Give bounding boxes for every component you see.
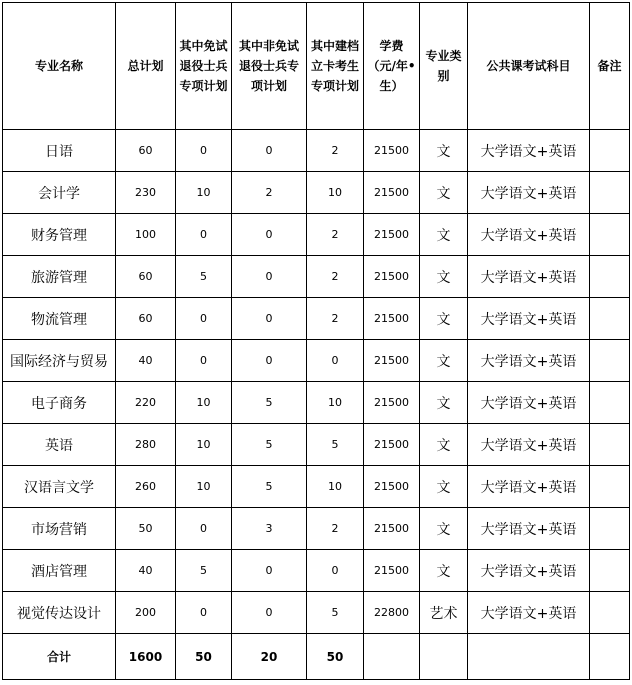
cell-remarks — [590, 340, 630, 382]
cell-exam-subjects: 大学语文+英语 — [468, 130, 590, 172]
enrollment-plan-table — [2, 2, 630, 680]
cell-remarks — [590, 130, 630, 172]
cell-remarks — [590, 424, 630, 466]
cell-total-plan: 100 — [116, 214, 176, 256]
cell-category: 文 — [420, 340, 468, 382]
cell-nonexempt-veterans: 0 — [232, 298, 307, 340]
cell-category: 文 — [420, 130, 468, 172]
cell-poverty-card: 5 — [307, 592, 364, 634]
cell-exam-subjects: 大学语文+英语 — [468, 424, 590, 466]
cell-exam-subjects: 大学语文+英语 — [468, 340, 590, 382]
cell-category: 文 — [420, 214, 468, 256]
table-row — [3, 130, 630, 172]
cell-exempt-veterans: 10 — [176, 382, 232, 424]
cell-tuition: 21500 — [364, 340, 420, 382]
cell-exempt-veterans: 5 — [176, 256, 232, 298]
cell-nonexempt-veterans: 2 — [232, 172, 307, 214]
cell-poverty-card: 10 — [307, 466, 364, 508]
cell-poverty-card: 2 — [307, 130, 364, 172]
cell-remarks — [590, 508, 630, 550]
cell-category: 艺术 — [420, 592, 468, 634]
cell-exempt-veterans: 5 — [176, 550, 232, 592]
header-total-plan: 总计划 — [116, 3, 176, 130]
cell-total-plan: 60 — [116, 130, 176, 172]
cell-nonexempt-veterans: 0 — [232, 256, 307, 298]
header-category: 专业类别 — [420, 3, 468, 130]
cell-major: 市场营销 — [3, 508, 116, 550]
cell-nonexempt-veterans: 0 — [232, 130, 307, 172]
cell-exempt-veterans: 0 — [176, 214, 232, 256]
cell-major: 会计学 — [3, 172, 116, 214]
total-poverty-sum: 50 — [307, 634, 364, 680]
table-row — [3, 592, 630, 634]
cell-exempt-veterans: 0 — [176, 130, 232, 172]
cell-major: 财务管理 — [3, 214, 116, 256]
cell-tuition: 21500 — [364, 466, 420, 508]
cell-total-plan: 230 — [116, 172, 176, 214]
cell-poverty-card: 2 — [307, 298, 364, 340]
cell-exam-subjects: 大学语文+英语 — [468, 214, 590, 256]
total-plan-sum: 1600 — [116, 634, 176, 680]
cell-nonexempt-veterans: 0 — [232, 550, 307, 592]
header-major: 专业名称 — [3, 3, 116, 130]
cell-exam-subjects: 大学语文+英语 — [468, 466, 590, 508]
header-exam-subjects: 公共课考试科目 — [468, 3, 590, 130]
cell-tuition: 21500 — [364, 424, 420, 466]
cell-category: 文 — [420, 172, 468, 214]
cell-poverty-card: 2 — [307, 256, 364, 298]
cell-poverty-card: 2 — [307, 508, 364, 550]
table-row — [3, 424, 630, 466]
cell-tuition: 21500 — [364, 256, 420, 298]
cell-nonexempt-veterans: 3 — [232, 508, 307, 550]
cell-exempt-veterans: 10 — [176, 424, 232, 466]
cell-major: 汉语言文学 — [3, 466, 116, 508]
cell-total-plan: 260 — [116, 466, 176, 508]
cell-remarks — [590, 256, 630, 298]
cell-tuition: 21500 — [364, 214, 420, 256]
cell-exam-subjects: 大学语文+英语 — [468, 256, 590, 298]
cell-category: 文 — [420, 550, 468, 592]
cell-total-plan: 60 — [116, 298, 176, 340]
cell-major: 视觉传达设计 — [3, 592, 116, 634]
cell-major: 日语 — [3, 130, 116, 172]
cell-exam-subjects: 大学语文+英语 — [468, 592, 590, 634]
total-tuition — [364, 634, 420, 680]
cell-tuition: 21500 — [364, 382, 420, 424]
cell-poverty-card: 2 — [307, 214, 364, 256]
cell-total-plan: 60 — [116, 256, 176, 298]
table-row — [3, 256, 630, 298]
header-nonexempt-veterans: 其中非免试退役士兵专项计划 — [232, 3, 307, 130]
table-row — [3, 298, 630, 340]
cell-poverty-card: 10 — [307, 382, 364, 424]
cell-nonexempt-veterans: 5 — [232, 466, 307, 508]
cell-remarks — [590, 466, 630, 508]
cell-exempt-veterans: 0 — [176, 508, 232, 550]
table-row — [3, 214, 630, 256]
total-exempt-sum: 50 — [176, 634, 232, 680]
cell-total-plan: 40 — [116, 340, 176, 382]
cell-total-plan: 40 — [116, 550, 176, 592]
cell-total-plan: 200 — [116, 592, 176, 634]
cell-exam-subjects: 大学语文+英语 — [468, 172, 590, 214]
cell-exam-subjects: 大学语文+英语 — [468, 298, 590, 340]
table-row — [3, 172, 630, 214]
cell-exam-subjects: 大学语文+英语 — [468, 382, 590, 424]
cell-tuition: 21500 — [364, 172, 420, 214]
cell-nonexempt-veterans: 0 — [232, 214, 307, 256]
cell-nonexempt-veterans: 0 — [232, 340, 307, 382]
table-row — [3, 508, 630, 550]
cell-poverty-card: 0 — [307, 340, 364, 382]
cell-remarks — [590, 172, 630, 214]
cell-remarks — [590, 592, 630, 634]
cell-major: 英语 — [3, 424, 116, 466]
cell-total-plan: 220 — [116, 382, 176, 424]
cell-tuition: 21500 — [364, 550, 420, 592]
cell-category: 文 — [420, 382, 468, 424]
cell-tuition: 21500 — [364, 508, 420, 550]
cell-major: 酒店管理 — [3, 550, 116, 592]
cell-tuition: 22800 — [364, 592, 420, 634]
cell-total-plan: 280 — [116, 424, 176, 466]
cell-category: 文 — [420, 466, 468, 508]
cell-exempt-veterans: 0 — [176, 340, 232, 382]
cell-exempt-veterans: 0 — [176, 298, 232, 340]
header-remarks: 备注 — [590, 3, 630, 130]
total-label: 合计 — [3, 634, 116, 680]
table-row — [3, 550, 630, 592]
cell-category: 文 — [420, 508, 468, 550]
cell-nonexempt-veterans: 5 — [232, 382, 307, 424]
cell-tuition: 21500 — [364, 130, 420, 172]
header-poverty-card: 其中建档立卡考生专项计划 — [307, 3, 364, 130]
cell-exempt-veterans: 10 — [176, 466, 232, 508]
cell-category: 文 — [420, 256, 468, 298]
total-nonexempt-sum: 20 — [232, 634, 307, 680]
header-tuition: 学费（元/年•生） — [364, 3, 420, 130]
cell-nonexempt-veterans: 5 — [232, 424, 307, 466]
cell-exam-subjects: 大学语文+英语 — [468, 550, 590, 592]
cell-poverty-card: 10 — [307, 172, 364, 214]
cell-remarks — [590, 214, 630, 256]
cell-total-plan: 50 — [116, 508, 176, 550]
cell-major: 旅游管理 — [3, 256, 116, 298]
cell-category: 文 — [420, 424, 468, 466]
cell-exempt-veterans: 0 — [176, 592, 232, 634]
cell-poverty-card: 0 — [307, 550, 364, 592]
cell-category: 文 — [420, 298, 468, 340]
cell-major: 电子商务 — [3, 382, 116, 424]
table-row — [3, 340, 630, 382]
cell-tuition: 21500 — [364, 298, 420, 340]
cell-major: 国际经济与贸易 — [3, 340, 116, 382]
cell-major: 物流管理 — [3, 298, 116, 340]
cell-exam-subjects: 大学语文+英语 — [468, 508, 590, 550]
cell-poverty-card: 5 — [307, 424, 364, 466]
cell-nonexempt-veterans: 0 — [232, 592, 307, 634]
cell-remarks — [590, 298, 630, 340]
cell-remarks — [590, 550, 630, 592]
total-remarks — [590, 634, 630, 680]
table-row — [3, 382, 630, 424]
header-exempt-veterans: 其中免试退役士兵专项计划 — [176, 3, 232, 130]
table-row — [3, 466, 630, 508]
header-row — [3, 3, 630, 130]
cell-exempt-veterans: 10 — [176, 172, 232, 214]
total-subjects — [468, 634, 590, 680]
cell-remarks — [590, 382, 630, 424]
total-row — [3, 634, 630, 680]
total-category — [420, 634, 468, 680]
